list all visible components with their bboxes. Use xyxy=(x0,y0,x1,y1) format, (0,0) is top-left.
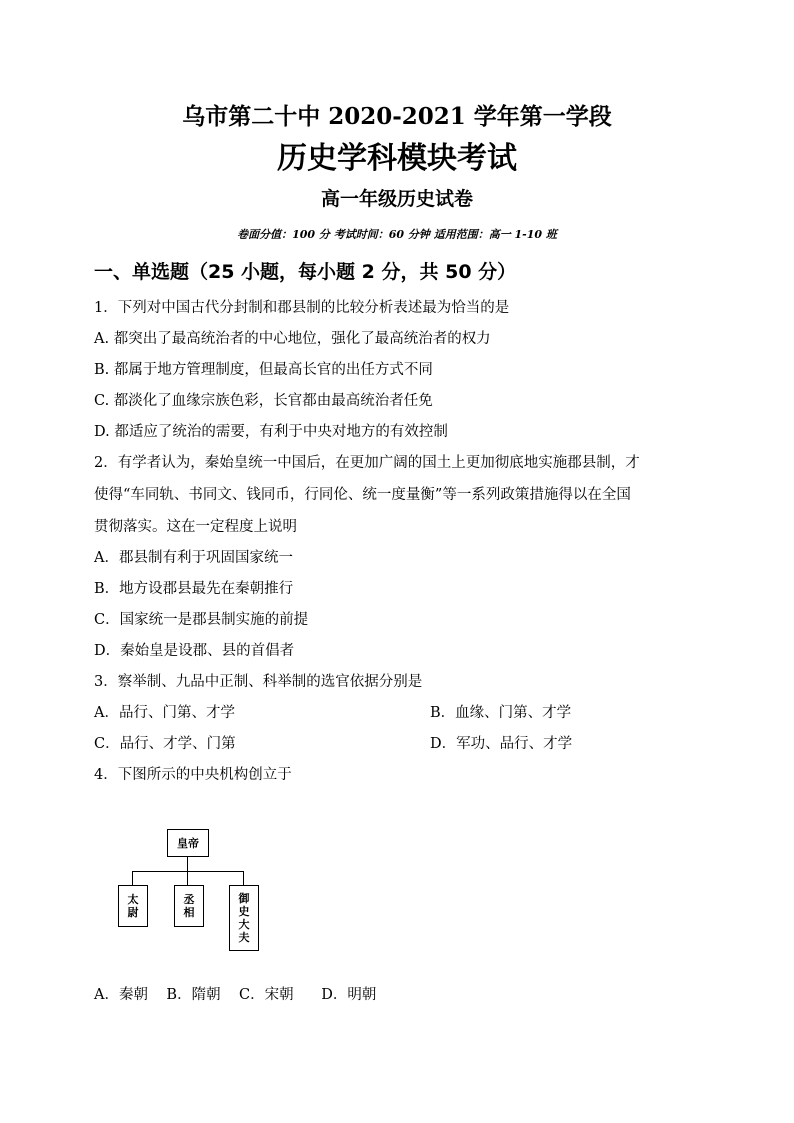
q1-option-b: B. 都属于地方管理制度，但最高长官的出任方式不同 xyxy=(94,362,433,378)
q3-stem: 3．察举制、九品中正制、科举制的选官依据分别是 xyxy=(94,674,423,690)
section-title: 一、单选题（25 小题，每小题 2 分，共 50 分） xyxy=(94,261,517,283)
diagram-node-yushidafu-char1: 御 xyxy=(238,892,250,905)
q3-option-b: B．血缘、门第、才学 xyxy=(430,705,572,721)
diagram-node-taiwei-char1: 太 xyxy=(127,893,139,906)
exam-meta: 卷面分值：100 分 考试时间：60 分钟 适用范围：高一 1-10 班 xyxy=(237,228,557,241)
diagram-connector-right xyxy=(243,871,244,886)
diagram-node-emperor-label: 皇帝 xyxy=(177,837,199,850)
q2-option-c: C．国家统一是郡县制实施的前提 xyxy=(94,612,309,628)
q2-option-a: A．郡县制有利于巩固国家统一 xyxy=(94,550,293,566)
q2-stem-line3: 贯彻落实。这在一定程度上说明 xyxy=(94,519,297,535)
q1-option-a: A. 都突出了最高统治者的中心地位，强化了最高统治者的权力 xyxy=(94,331,491,347)
diagram-node-chengxiang xyxy=(174,885,204,927)
q2-stem-line1: 2．有学者认为，秦始皇统一中国后，在更加广阔的国土上更加彻底地实施郡县制，才 xyxy=(94,455,640,471)
diagram-connector-left xyxy=(132,871,133,886)
q3-option-a: A．品行、门第、才学 xyxy=(94,705,235,721)
diagram-connector-vertical xyxy=(187,857,188,872)
q3-option-c: C．品行、才学、门第 xyxy=(94,736,236,752)
diagram-node-taiwei xyxy=(118,885,148,927)
q1-option-c: C. 都淡化了血缘宗族色彩，长官都由最高统治者任免 xyxy=(94,393,433,409)
diagram-node-chengxiang-char1: 丞 xyxy=(183,893,195,906)
diagram-node-yushidafu xyxy=(229,885,259,951)
q2-option-b: B．地方设郡县最先在秦朝推行 xyxy=(94,581,294,597)
q2-option-d: D．秦始皇是设郡、县的首倡者 xyxy=(94,643,295,659)
q4-stem: 4．下图所示的中央机构创立于 xyxy=(94,767,292,783)
q1-stem: 1．下列对中国古代分封制和郡县制的比较分析表述最为恰当的是 xyxy=(94,300,510,316)
diagram-node-yushidafu-char2: 史 xyxy=(238,905,250,918)
school-title: 乌市第二十中 2020-2021 学年第一学段 xyxy=(182,103,612,130)
q1-option-d: D. 都适应了统治的需要，有利于中央对地方的有效控制 xyxy=(94,424,448,440)
paper-title: 高一年级历史试卷 xyxy=(320,188,473,210)
diagram-node-yushidafu-char3: 大 xyxy=(238,918,250,931)
diagram-node-taiwei-char2: 尉 xyxy=(127,906,139,919)
diagram-node-yushidafu-char4: 夫 xyxy=(238,931,250,944)
diagram-node-emperor xyxy=(167,829,209,857)
q4-options: A．秦朝 B．隋朝 C．宋朝 D．明朝 xyxy=(94,987,377,1003)
q2-stem-line2: 使得“车同轨、书同文、钱同币，行同伦、统一度量衡”等一系列政策措施得以在全国 xyxy=(94,487,631,503)
exam-title: 历史学科模块考试 xyxy=(277,141,517,176)
q3-option-d: D．军功、品行、才学 xyxy=(430,736,573,752)
diagram-node-chengxiang-char2: 相 xyxy=(183,906,195,919)
diagram-connector-middle xyxy=(187,871,188,886)
